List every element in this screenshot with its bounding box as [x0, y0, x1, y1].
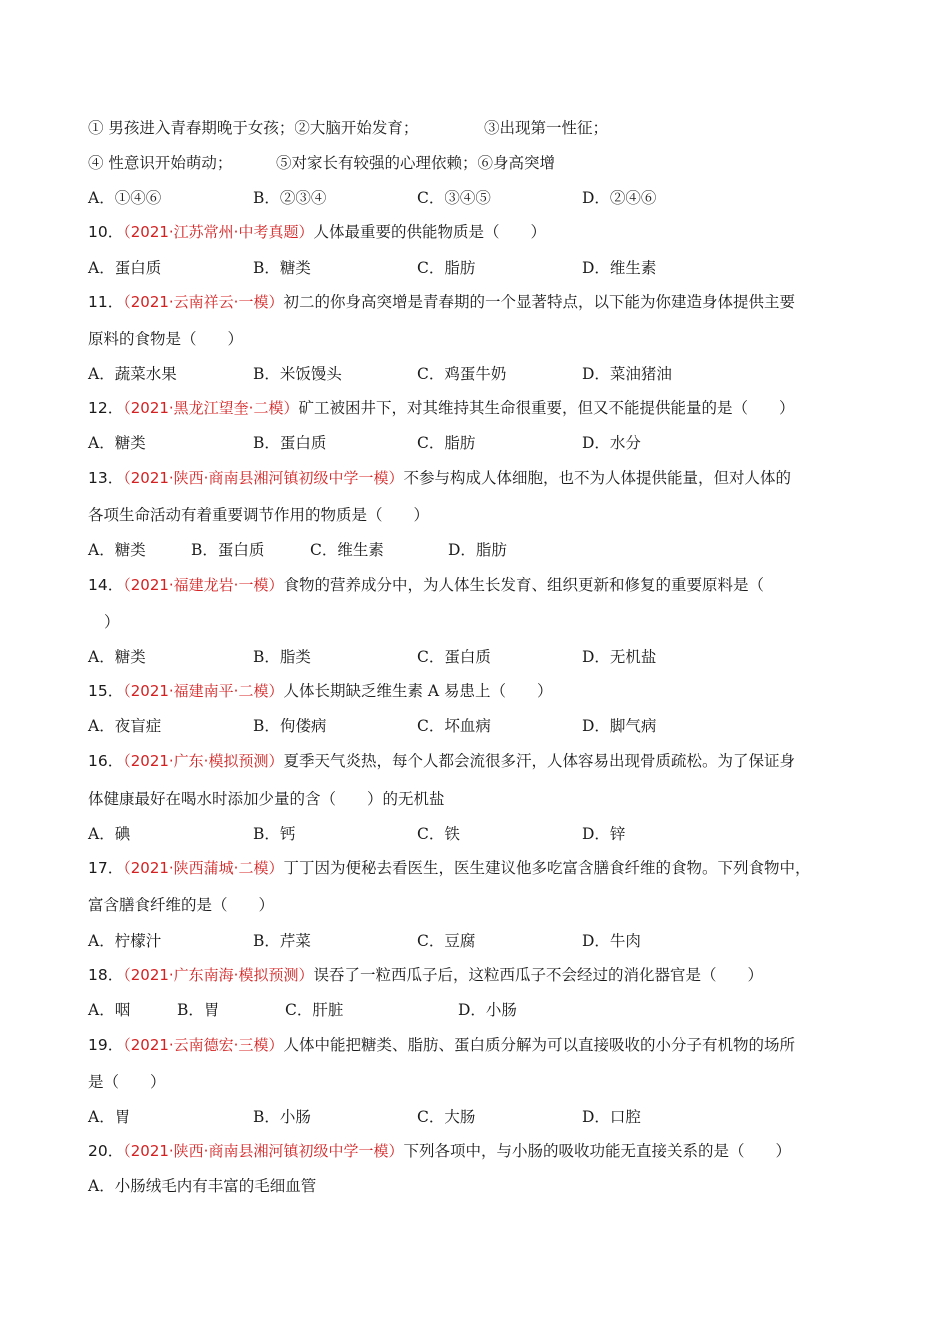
question-10 [88, 220, 546, 242]
option-a: A．柠檬汁 [88, 932, 162, 950]
option-c: C．铁 [417, 825, 460, 843]
question-text: 误吞了一粒西瓜子后，这粒西瓜子不会经过的消化器官是（ ） [313, 966, 763, 984]
question-source: （2021·云南祥云·一模） [123, 293, 284, 311]
option-a: A．糖类 [88, 541, 146, 559]
question-text: 人体长期缺乏维生素 A 易患上（ ） [283, 682, 553, 700]
question-source: （2021·福建南平·二模） [123, 682, 284, 700]
intro-line-2: ④ 性意识开始萌动； [88, 154, 233, 172]
question-text: 不参与构成人体细胞，也不为人体提供能量，但对人体的 [403, 469, 791, 487]
option-d: D．牛肉 [582, 932, 641, 950]
question-text: 矿工被困井下，对其维持其生命很重要，但又不能提供能量的是（ ） [298, 399, 795, 417]
question-20 [88, 1139, 791, 1161]
intro-line-1 [88, 116, 418, 138]
option-a: A．咽 [88, 1001, 131, 1019]
option-d: D．菜油猪油 [582, 365, 672, 383]
option-b: B．蛋白质 [253, 434, 327, 452]
option-a: A．夜盲症 [88, 717, 162, 735]
intro-line-1a: ① 男孩进入青春期晚于女孩；②大脑开始发育； [88, 119, 419, 137]
option-c: C．维生素 [310, 541, 384, 559]
option-c: C．鸡蛋牛奶 [417, 365, 507, 383]
question-text: 初二的你身高突增是青春期的一个显著特点，以下能为你建造身体提供主要 [283, 293, 795, 311]
question-number: 16． [88, 752, 124, 770]
question-19 [88, 1033, 795, 1055]
option-a: A．蔬菜水果 [88, 365, 177, 383]
question-source: （2021·广东·模拟预测） [123, 752, 284, 770]
question-17 [88, 856, 810, 878]
option-b: B．蛋白质 [191, 541, 265, 559]
question-source: （2021·陕西蒲城·二模） [123, 859, 284, 877]
question-source: （2021·黑龙江望奎·二模） [123, 399, 299, 417]
question-text: 丁丁因为便秘去看医生，医生建议他多吃富含膳食纤维的食物。下列食物中， [283, 859, 811, 877]
question-source: （2021·福建龙岩·一模） [123, 576, 284, 594]
option-d: D．脚气病 [582, 717, 657, 735]
option-d: D．水分 [582, 434, 641, 452]
option-a: A．糖类 [88, 648, 146, 666]
option-d: D．维生素 [582, 259, 657, 277]
option-a: A．胃 [88, 1108, 131, 1126]
option-c: C．豆腐 [417, 932, 476, 950]
option-c: C．大肠 [417, 1108, 476, 1126]
intro-line-2b: ⑤对家长有较强的心理依赖；⑥身高突增 [276, 154, 556, 172]
question-15 [88, 679, 553, 701]
question-text: 夏季天气炎热，每个人都会流很多汗，人体容易出现骨质疏松。为了保证身 [283, 752, 795, 770]
question-14 [88, 573, 764, 595]
question-18 [88, 963, 763, 985]
question-text: 食物的营养成分中，为人体生长发育、组织更新和修复的重要原料是（ [283, 576, 764, 594]
option-a: A．蛋白质 [88, 259, 162, 277]
option-c: C．③④⑤ [417, 189, 491, 207]
option-b: B．糖类 [253, 259, 311, 277]
option-d: D．小肠 [458, 1001, 517, 1019]
question-16 [88, 749, 795, 771]
question-text: 下列各项中，与小肠的吸收功能无直接关系的是（ ） [403, 1142, 791, 1160]
question-text-cont: 是（ ） [88, 1073, 166, 1091]
question-source: （2021·江苏常州·中考真题） [123, 223, 314, 241]
option-b: B．脂类 [253, 648, 311, 666]
option-a: A．碘 [88, 825, 131, 843]
option-d: D．口腔 [582, 1108, 641, 1126]
option-a: A．①④⑥ [88, 189, 162, 207]
question-number: 10． [88, 223, 124, 241]
question-number: 18． [88, 966, 124, 984]
question-12 [88, 396, 794, 418]
question-source: （2021·陕西·商南县湘河镇初级中学一模） [123, 469, 404, 487]
question-text-cont: 体健康最好在喝水时添加少量的含（ ）的无机盐 [88, 790, 445, 808]
question-number: 11． [88, 293, 124, 311]
question-number: 20． [88, 1142, 124, 1160]
option-b: B．②③④ [253, 189, 327, 207]
question-number: 14． [88, 576, 124, 594]
question-text-cont: 原料的食物是（ ） [88, 330, 244, 348]
option-d: D．②④⑥ [582, 189, 657, 207]
option-d: D．无机盐 [582, 648, 657, 666]
question-text: 人体中能把糖类、脂肪、蛋白质分解为可以直接吸收的小分子有机物的场所 [283, 1036, 795, 1054]
question-number: 12． [88, 399, 124, 417]
question-13 [88, 466, 791, 488]
option-c: C．坏血病 [417, 717, 491, 735]
question-number: 19． [88, 1036, 124, 1054]
option-a: A．糖类 [88, 434, 146, 452]
option-c: C．脂肪 [417, 434, 476, 452]
option-b: B．小肠 [253, 1108, 311, 1126]
question-number: 13． [88, 469, 124, 487]
question-source: （2021·广东南海·模拟预测） [123, 966, 314, 984]
question-number: 15． [88, 682, 124, 700]
question-source: （2021·陕西·商南县湘河镇初级中学一模） [123, 1142, 404, 1160]
question-number: 17． [88, 859, 124, 877]
intro-line-1b: ③出现第一性征； [484, 119, 609, 137]
question-text-cont: ） [104, 613, 120, 631]
question-text-cont: 富含膳食纤维的是（ ） [88, 896, 275, 914]
option-c: C．肝脏 [285, 1001, 344, 1019]
question-text: 人体最重要的供能物质是（ ） [313, 223, 546, 241]
option-c: C．脂肪 [417, 259, 476, 277]
question-text-cont: 各项生命活动有着重要调节作用的物质是（ ） [88, 506, 430, 524]
option-b: B．佝偻病 [253, 717, 327, 735]
question-source: （2021·云南德宏·三模） [123, 1036, 284, 1054]
option-c: C．蛋白质 [417, 648, 491, 666]
option-b: B．芹菜 [253, 932, 311, 950]
option-d: D．锌 [582, 825, 626, 843]
option-a: A．小肠绒毛内有丰富的毛细血管 [88, 1177, 317, 1195]
option-d: D．脂肪 [448, 541, 507, 559]
option-b: B．钙 [253, 825, 296, 843]
question-11 [88, 290, 795, 312]
option-b: B．胃 [177, 1001, 220, 1019]
option-b: B．米饭馒头 [253, 365, 342, 383]
